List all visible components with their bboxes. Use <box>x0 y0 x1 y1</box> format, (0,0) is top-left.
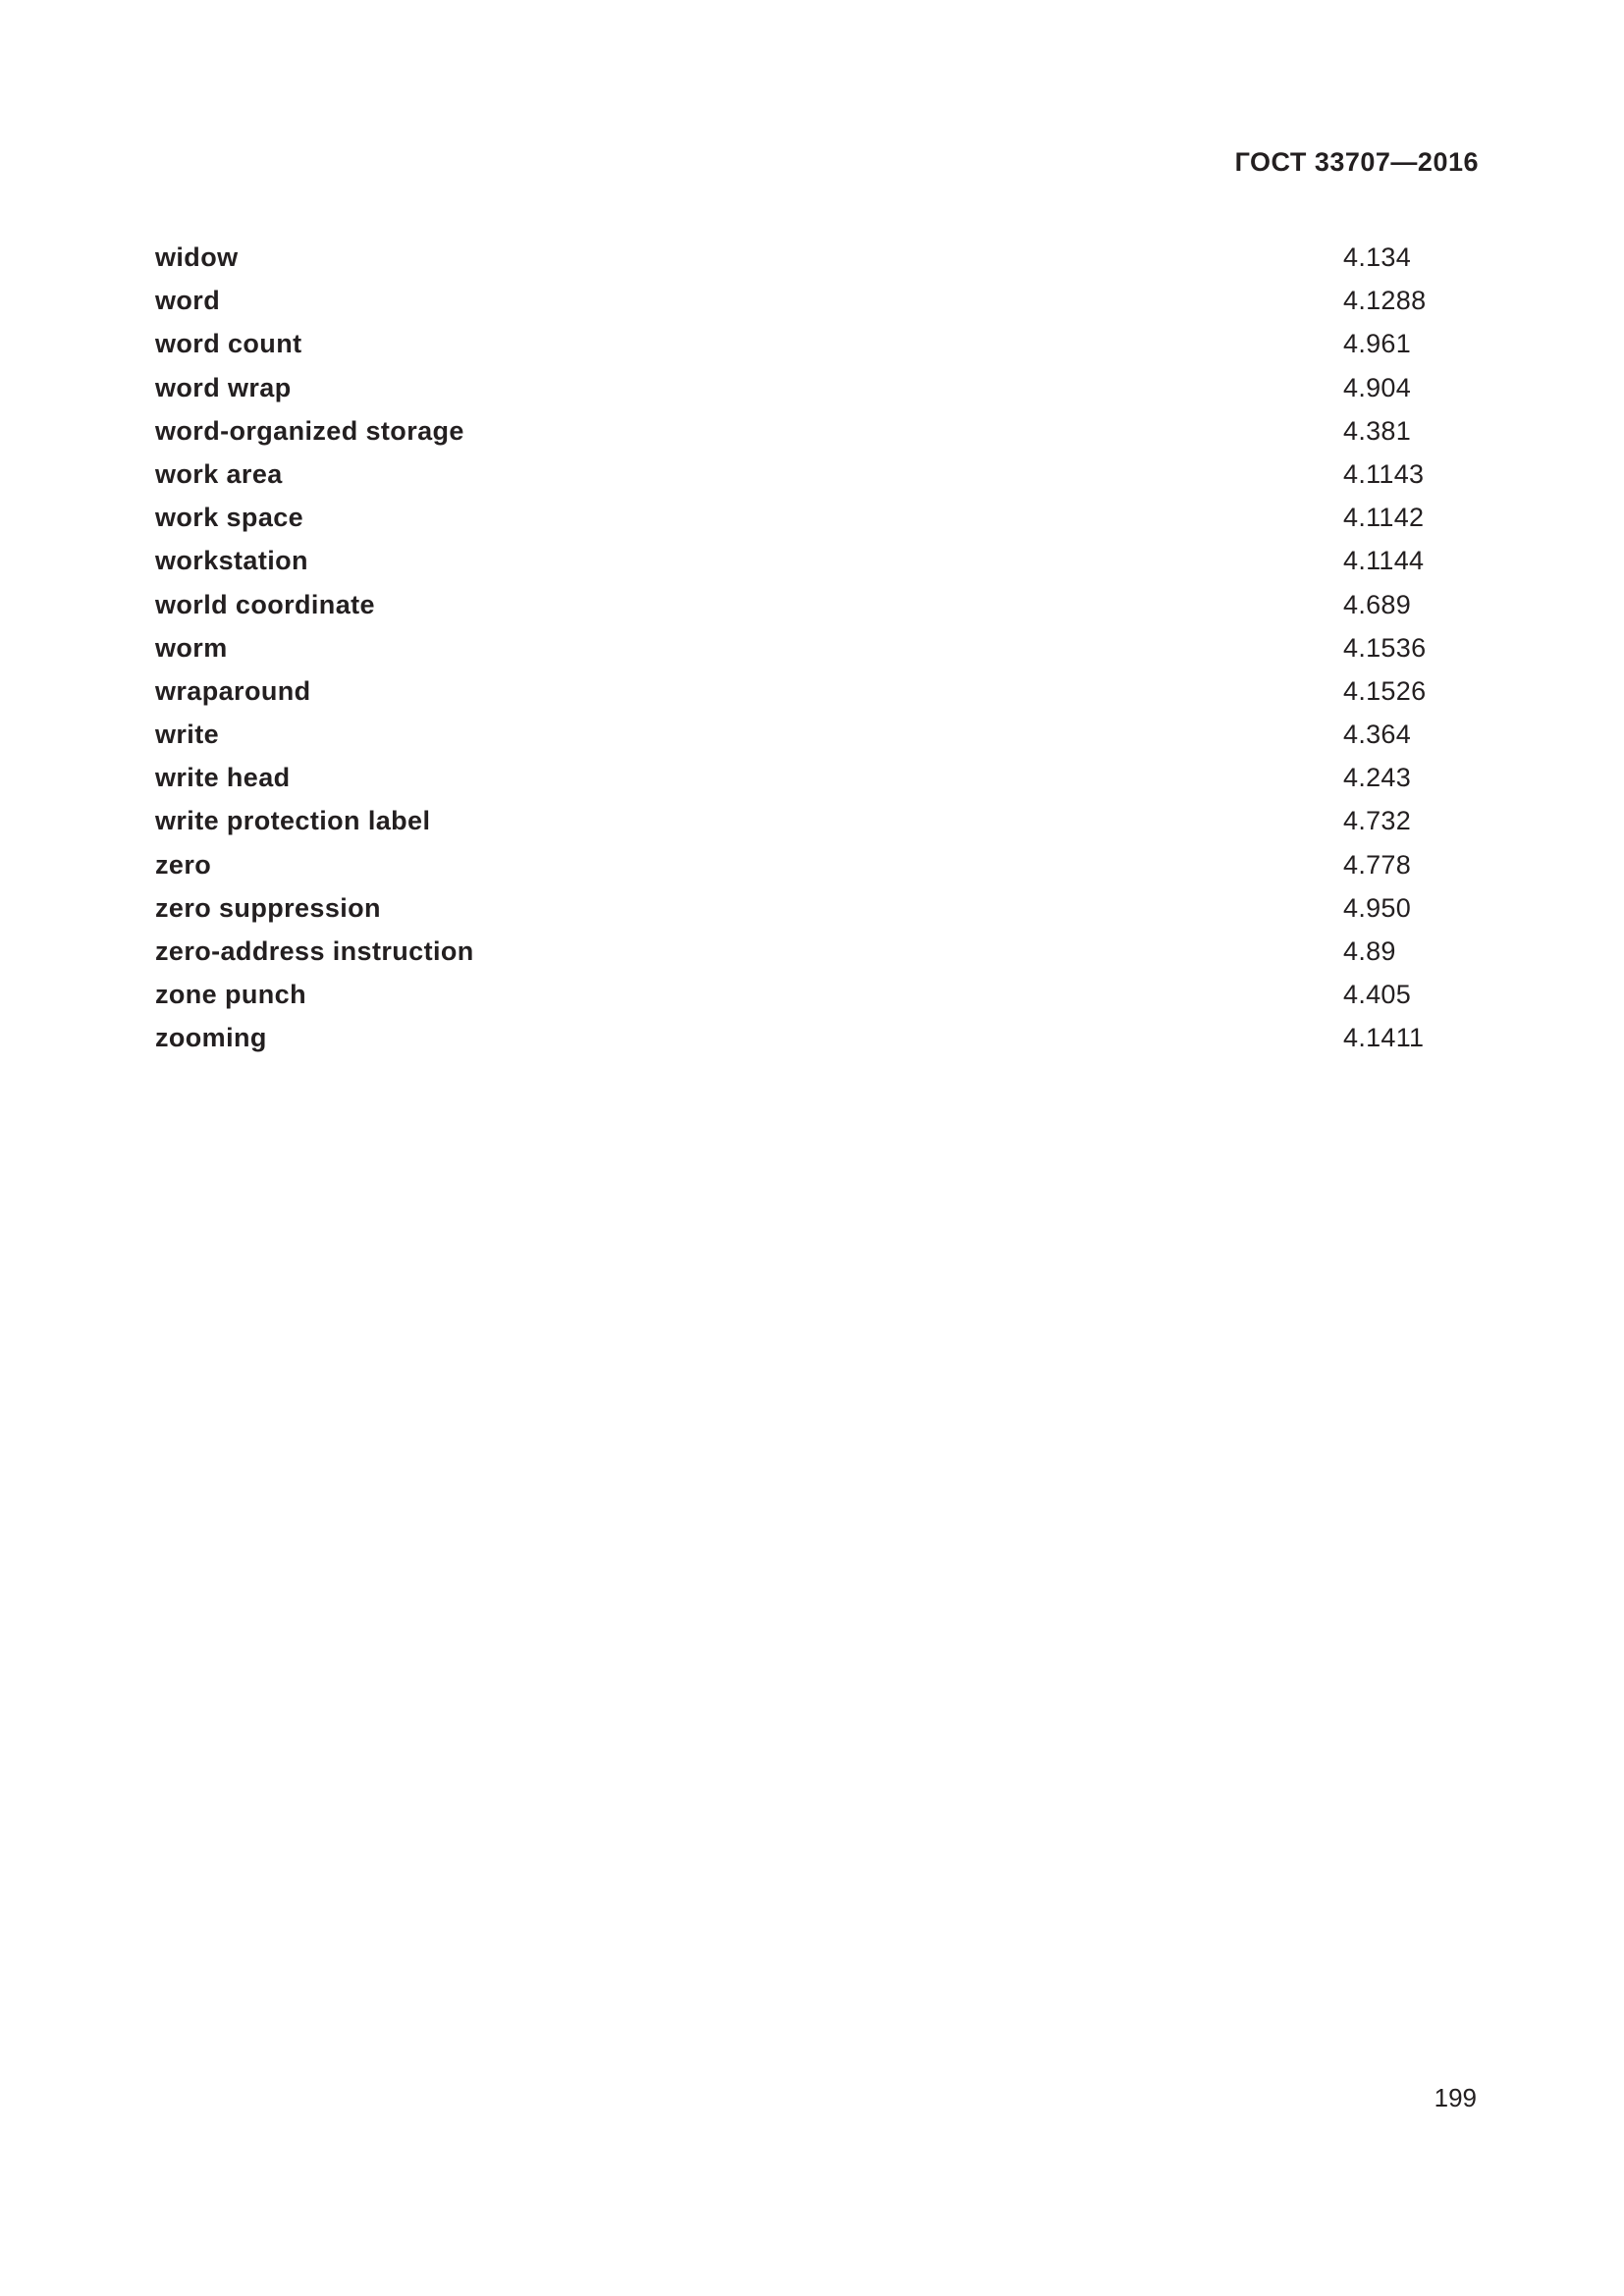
index-reference: 4.89 <box>1343 936 1396 966</box>
index-reference: 4.134 <box>1343 242 1412 272</box>
index-entry <box>155 930 1461 973</box>
index-entry <box>155 366 1461 409</box>
index-reference: 4.381 <box>1343 415 1412 446</box>
index-reference: 4.1142 <box>1343 503 1425 533</box>
index-entry <box>155 279 1461 322</box>
index-reference: 4.778 <box>1343 849 1412 880</box>
index-reference: 4.1143 <box>1343 458 1425 489</box>
index-term: write protection label <box>155 806 431 836</box>
index-term: work space <box>155 503 304 533</box>
page-number: 199 <box>1434 2083 1477 2112</box>
index-entry <box>155 322 1461 365</box>
index-term: work area <box>155 458 283 489</box>
index-entry <box>155 669 1461 713</box>
index-term: word-organized storage <box>155 415 464 446</box>
index-reference: 4.1288 <box>1343 286 1427 316</box>
index-reference: 4.1536 <box>1343 632 1427 663</box>
index-term: word count <box>155 329 302 359</box>
index-term: worm <box>155 632 228 663</box>
index-term: word <box>155 286 221 316</box>
index-term: write <box>155 720 220 750</box>
index-reference: 4.950 <box>1343 892 1412 923</box>
index-entry <box>155 236 1461 279</box>
index-reference: 4.243 <box>1343 763 1412 793</box>
term-index-list <box>155 236 1461 1060</box>
index-reference: 4.405 <box>1343 980 1412 1010</box>
index-entry <box>155 886 1461 930</box>
index-term: widow <box>155 242 239 272</box>
index-entry <box>155 713 1461 756</box>
index-entry <box>155 756 1461 799</box>
index-term: word wrap <box>155 372 292 402</box>
index-reference: 4.364 <box>1343 720 1412 750</box>
index-term: zero suppression <box>155 892 381 923</box>
index-entry <box>155 626 1461 669</box>
index-reference: 4.689 <box>1343 589 1412 619</box>
index-entry <box>155 409 1461 453</box>
index-reference: 4.961 <box>1343 329 1412 359</box>
index-entry <box>155 453 1461 496</box>
index-term: zooming <box>155 1023 267 1053</box>
index-reference: 4.732 <box>1343 806 1412 836</box>
index-term: zone punch <box>155 980 306 1010</box>
index-reference: 4.1526 <box>1343 675 1427 706</box>
index-term: wraparound <box>155 675 311 706</box>
index-reference: 4.904 <box>1343 372 1412 402</box>
index-entry <box>155 1016 1461 1059</box>
index-term: world coordinate <box>155 589 375 619</box>
index-entry <box>155 496 1461 539</box>
standard-designation: ГОСТ 33707—2016 <box>1234 147 1479 177</box>
index-entry <box>155 843 1461 886</box>
index-reference: 4.1144 <box>1343 546 1425 576</box>
index-entry <box>155 799 1461 842</box>
index-term: write head <box>155 763 291 793</box>
index-term: zero <box>155 849 212 880</box>
index-entry <box>155 583 1461 626</box>
index-term: zero-address instruction <box>155 936 474 966</box>
index-entry <box>155 973 1461 1016</box>
index-term: workstation <box>155 546 308 576</box>
index-entry <box>155 539 1461 582</box>
index-reference: 4.1411 <box>1343 1023 1425 1053</box>
